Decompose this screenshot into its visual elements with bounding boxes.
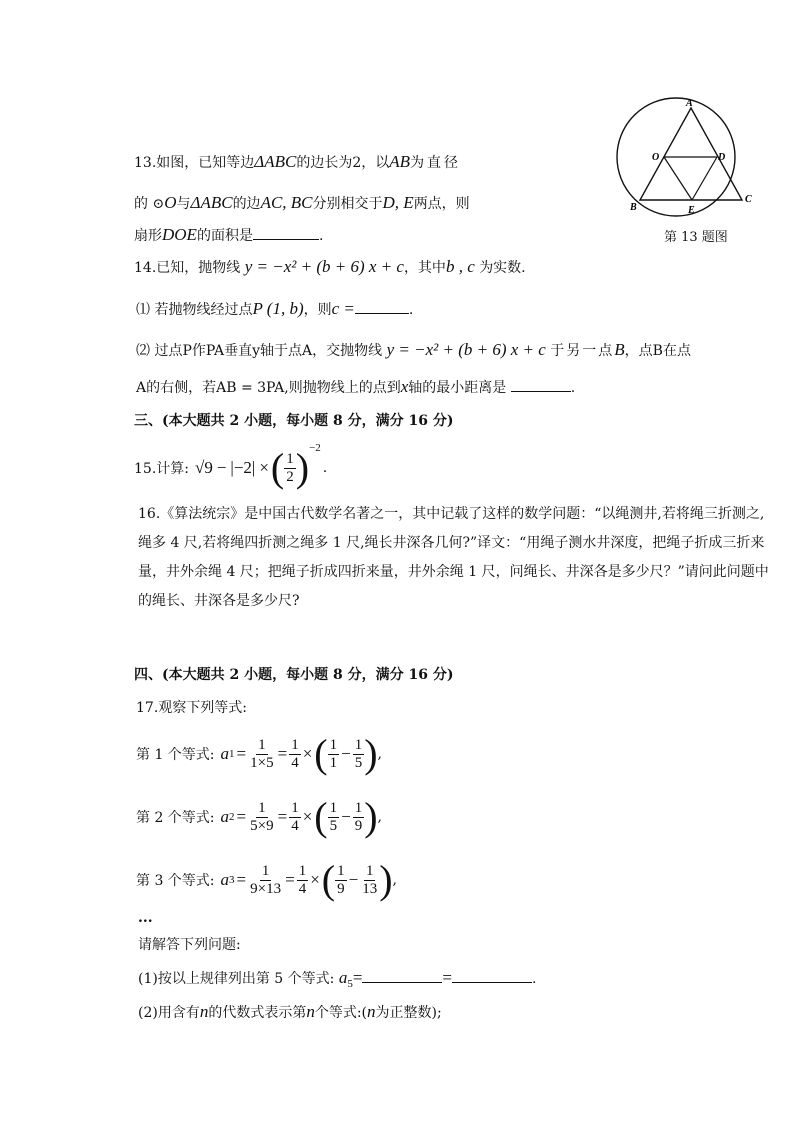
q15-fraction — [284, 451, 296, 486]
q14-text: 为实数. — [479, 260, 526, 276]
q17-text: 个等式:( — [314, 1005, 368, 1021]
q17-text: 为正整数); — [375, 1005, 442, 1021]
eq-frac3 — [335, 863, 347, 898]
q14-text: 于另一点 — [550, 343, 615, 359]
eq-equals: = — [277, 807, 288, 826]
q14-text: ，则 — [303, 302, 332, 318]
q15 — [134, 442, 328, 490]
eq-frac3 — [328, 800, 340, 835]
frac-den: 4 — [291, 817, 299, 834]
frac-num: 1 — [354, 799, 363, 816]
q14-intro — [134, 257, 526, 277]
q17-prompt: 请解答下列问题: — [138, 937, 241, 953]
q13-text: 13.如图，已知等边 — [134, 155, 255, 171]
q17-end: . — [532, 971, 537, 987]
q17-text: 的代数式表示第 — [208, 1005, 307, 1021]
rparen: ) — [364, 794, 378, 839]
q13-segment: AB — [389, 152, 411, 171]
q16-text: 16.《算法统宗》是中国古代数学名著之一，其中记载了这样的数学问题：“以绳测井,若将绳三折测之,绳多 4 尺,若将绳四折测之绳多 1 尺,绳长井深各几何?”译文：“用绳子测水井深度，把绳子折成三折来量，井外余绳 4 尺；把绳子折成四折来量，井外余绳 1 尺，问绳长、井深各是多少尺？”请问此问题中的绳长、井深各是多少尺? — [138, 506, 769, 609]
eq-equals: = — [236, 807, 247, 826]
lparen: ( — [314, 794, 328, 839]
q13-text: 的 ⊙ — [134, 196, 165, 212]
eq-label: 第 2 个等式: — [136, 810, 215, 826]
q14-formula: y = −x² + (b + 6) x + c — [386, 340, 546, 359]
q14-text: ⑵ 过点P作PA垂直y轴于点A，交抛物线 — [136, 343, 383, 359]
eq-equals: = — [236, 744, 247, 763]
q13-text: 的边长为2，以 — [296, 155, 390, 171]
q15-lparen: ( — [270, 445, 285, 490]
eq-frac2 — [289, 800, 301, 835]
q14-formula: y = −x² + (b + 6) x + c — [244, 257, 404, 276]
q13-text: 分别相交于 — [312, 196, 383, 212]
lparen: ( — [321, 857, 336, 902]
q14-answer-blank-2[interactable] — [511, 377, 571, 392]
eq-frac1 — [248, 800, 275, 835]
q17-text: (1)按以上规律列出第 5 个等式: — [138, 971, 335, 987]
q14-c: c = — [331, 299, 355, 318]
frac-num: 1 — [298, 862, 307, 879]
frac-num: 1 — [291, 799, 299, 816]
q13-line3 — [134, 225, 323, 245]
frac-num: 1 — [329, 799, 338, 816]
lparen: ( — [314, 731, 328, 776]
eq-sub: 1 — [229, 748, 235, 760]
label-o: O — [652, 152, 660, 163]
segment-de — [692, 157, 717, 200]
eq-frac1 — [248, 737, 275, 772]
q14-part2-line2 — [136, 377, 575, 397]
eq-sub: 2 — [229, 811, 235, 823]
segment-oe — [664, 157, 692, 200]
q14-point: P (1, b) — [252, 299, 304, 318]
q17-answer-blank-2[interactable] — [452, 968, 532, 983]
frac-num: 1 — [291, 736, 299, 753]
frac-den: 5 — [329, 817, 338, 834]
q13-text: 两点，则 — [413, 196, 470, 212]
q17-n: n — [306, 1002, 315, 1021]
frac-den: 4 — [298, 880, 307, 897]
eq-comma: , — [377, 809, 382, 825]
q14-vars: b , c — [445, 257, 475, 276]
q13-end: . — [318, 228, 324, 244]
q13-text: 为直径 — [410, 155, 462, 171]
frac-den: 13 — [362, 880, 378, 897]
q15-root: √9 — [194, 458, 213, 477]
q17-var: a — [338, 968, 348, 987]
q14-text: 14.已知，抛物线 — [134, 260, 241, 276]
eq-times: × — [302, 744, 313, 763]
q13-text: 扇形 — [134, 228, 162, 244]
eq-equals: = — [285, 870, 295, 889]
q13-text: 的边 — [232, 196, 261, 212]
q15-abs: |−2| — [230, 458, 256, 477]
eq-sub: 3 — [229, 874, 235, 886]
eq-minus: − — [341, 744, 351, 763]
frac-num: 1 — [258, 736, 266, 753]
frac-num: 1 — [337, 862, 345, 879]
q13-answer-blank[interactable] — [253, 225, 319, 240]
q15-label: 15.计算: — [134, 461, 189, 477]
q14-text: A的右侧，若AB = 3PA,则抛物线上的点到 — [136, 380, 401, 396]
frac-num: 1 — [258, 799, 266, 816]
eq-times: × — [302, 807, 313, 826]
q17-answer-blank-1[interactable] — [362, 968, 442, 983]
frac-den: 9×13 — [250, 880, 282, 897]
q15-end: . — [322, 460, 328, 476]
q13-points: D, E — [382, 193, 414, 212]
q17-n: n — [199, 1002, 209, 1021]
q15-exponent: −2 — [309, 442, 321, 454]
figure-13 — [600, 96, 770, 220]
q13-triangle: ΔABC — [190, 193, 233, 212]
label-d: D — [718, 152, 726, 163]
q13-line2 — [134, 193, 470, 213]
rparen: ) — [379, 857, 393, 902]
q14-text: ，点B在点 — [624, 343, 691, 359]
frac-den: 9 — [337, 880, 345, 897]
eq-frac4 — [360, 863, 379, 898]
q17-eq: = — [352, 968, 363, 987]
frac-num: 1 — [261, 862, 270, 879]
q17-equation-2 — [136, 794, 382, 840]
frac-den: 1 — [329, 754, 338, 771]
eq-minus: − — [348, 870, 359, 889]
eq-frac1 — [248, 863, 283, 898]
q17-ellipsis: ... — [138, 910, 153, 926]
frac-den: 5 — [354, 754, 363, 771]
label-c: C — [745, 194, 752, 205]
q15-times: × — [259, 458, 269, 477]
rparen: ) — [364, 731, 378, 776]
q14-end: . — [408, 302, 414, 318]
q17-n: n — [367, 1002, 376, 1021]
q17-eq: = — [442, 968, 452, 987]
q15-rparen: ) — [295, 445, 310, 490]
q14-answer-blank-1[interactable] — [355, 299, 409, 314]
eq-frac4 — [353, 800, 365, 835]
eq-equals: = — [236, 870, 247, 889]
eq-frac4 — [353, 737, 365, 772]
eq-minus: − — [341, 807, 351, 826]
eq-label: 第 1 个等式: — [136, 747, 215, 763]
frac-den: 5×9 — [250, 817, 274, 834]
q17-equation-1 — [136, 731, 382, 777]
eq-comma: , — [377, 746, 382, 762]
frac-num: 1 — [354, 736, 363, 753]
q14-x: x — [400, 377, 409, 396]
q13-sector: DOE — [162, 225, 197, 244]
q14-text: 轴的最小距离是 — [408, 380, 507, 396]
q13-sides: AC, BC — [260, 193, 313, 212]
frac-num: 1 — [329, 736, 338, 753]
eq-frac3 — [328, 737, 340, 772]
q13-text: 与 — [176, 196, 191, 212]
q17-intro: 17.观察下列等式: — [136, 700, 247, 716]
eq-label: 第 3 个等式: — [136, 873, 215, 889]
q14-part1 — [136, 299, 413, 319]
q15-den: 2 — [286, 468, 294, 485]
q14-part2-line1 — [136, 340, 691, 360]
eq-equals: = — [277, 744, 288, 763]
eq-frac2 — [297, 863, 309, 898]
eq-var: a — [220, 870, 230, 889]
eq-times: × — [310, 870, 320, 889]
q17-text: (2)用含有 — [138, 1005, 200, 1021]
q13-line1 — [134, 152, 461, 172]
eq-var: a — [220, 807, 230, 826]
q17-part1 — [138, 968, 536, 990]
frac-den: 9 — [354, 817, 363, 834]
q15-num: 1 — [286, 450, 294, 467]
q14-b: B — [614, 340, 625, 359]
q17-sub: 5 — [347, 977, 353, 990]
frac-den: 1×5 — [250, 754, 274, 771]
frac-den: 4 — [291, 754, 299, 771]
section-3-title: 三、(本大题共 2 小题，每小题 8 分，满分 16 分) — [134, 413, 454, 429]
q15-minus: − — [216, 458, 227, 477]
eq-var: a — [220, 744, 230, 763]
eq-frac2 — [289, 737, 301, 772]
label-b: B — [630, 202, 637, 213]
figure-13-caption: 第 13 题图 — [664, 230, 728, 245]
q17-equation-3 — [136, 857, 397, 903]
q17-part2 — [138, 1002, 442, 1022]
label-a: A — [686, 98, 693, 109]
q13-circle-center: O — [164, 193, 177, 212]
q13-text: 的面积是 — [196, 228, 253, 244]
eq-comma: , — [392, 872, 397, 888]
frac-num: 1 — [365, 862, 374, 879]
q14-text: ，其中 — [403, 260, 446, 276]
label-e: E — [688, 205, 695, 216]
section-4-title: 四、(本大题共 2 小题，每小题 8 分，满分 16 分) — [134, 667, 454, 683]
q14-end: . — [570, 380, 576, 396]
q14-text: ⑴ 若抛物线经过点 — [136, 302, 253, 318]
q13-triangle: ΔABC — [254, 152, 297, 171]
